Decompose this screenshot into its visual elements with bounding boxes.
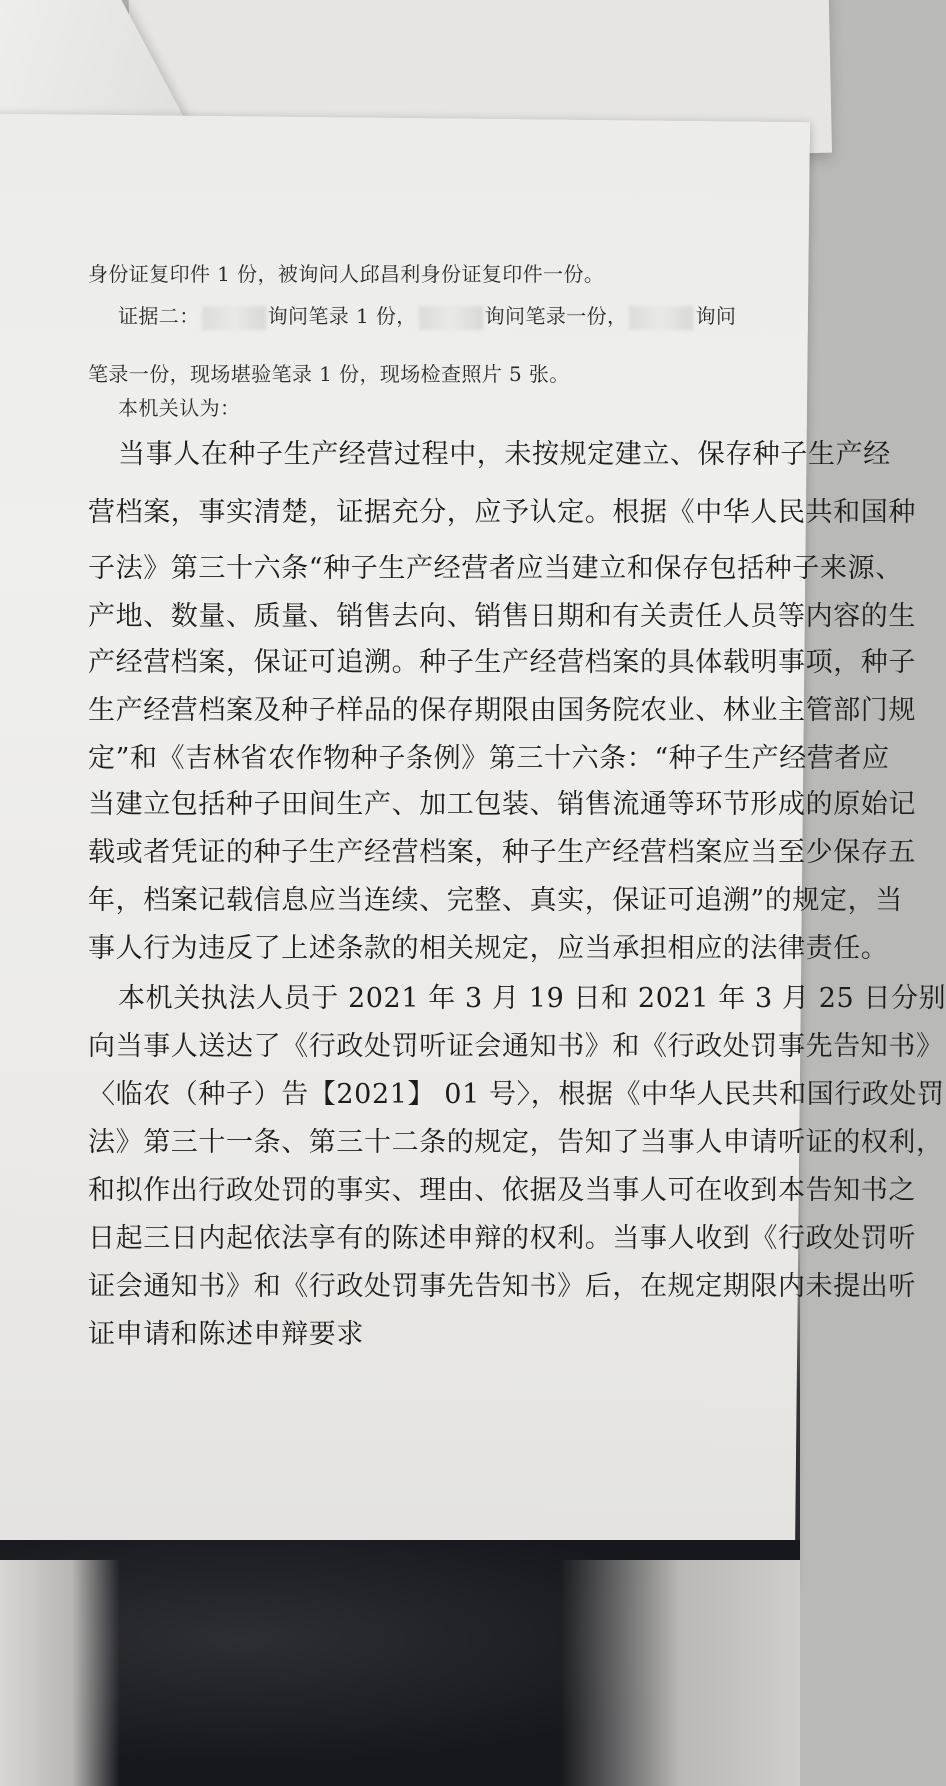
text-line: 法》第三十一条、第三十二条的规定，告知了当事人申请听证的权利，	[88, 1127, 944, 1158]
text-line: 事人行为违反了上述条款的相关规定，应当承担相应的法律责任。	[88, 933, 889, 964]
text-line: 营档案，事实清楚，证据充分，应予认定。根据《中华人民共和国种	[88, 497, 916, 528]
evidence-line	[118, 300, 736, 330]
text-line: 载或者凭证的种子生产经营档案，种子生产经营档案应当至少保存五	[88, 837, 916, 868]
text-line: 向当事人送达了《行政处罚听证会通知书》和《行政处罚事先告知书》	[88, 1031, 944, 1062]
text-line: 生产经营档案及种子样品的保存期限由国务院农业、林业主管部门规	[88, 695, 916, 726]
text-line: 产地、数量、质量、销售去向、销售日期和有关责任人员等内容的生	[88, 601, 916, 632]
section-heading: 本机关认为：	[118, 396, 241, 420]
text-line: 日起三日内起依法享有的陈述申辩的权利。当事人收到《行政处罚听	[88, 1223, 916, 1254]
text-line: 年，档案记载信息应当连续、完整、真实，保证可追溯”的规定，当	[88, 885, 903, 916]
redacted-name	[419, 306, 483, 330]
text-line: 本机关执法人员于 2021 年 3 月 19 日和 2021 年 3 月 25 日分别	[118, 983, 946, 1014]
text-line: 证申请和陈述申辩要求	[88, 1319, 364, 1350]
evidence-item-3: 询问	[695, 304, 737, 328]
text-line: 〈临农（种子）告【2021】 01 号〉，根据《中华人民共和国行政处罚	[88, 1079, 945, 1110]
redacted-name	[629, 306, 693, 330]
text-line: 子法》第三十六条“种子生产经营者应当建立和保存包括种子来源、	[88, 553, 903, 584]
text-line: 定”和《吉林省农作物种子条例》第三十六条：“种子生产经营者应	[88, 743, 890, 774]
evidence-item-2: 询问笔录一份，	[484, 304, 628, 328]
evidence-label: 证据二：	[118, 304, 200, 328]
text-line: 笔录一份，现场堪验笔录 1 份，现场检查照片 5 张。	[88, 362, 570, 386]
text-line: 身份证复印件 1 份，被询问人邱昌利身份证复印件一份。	[88, 262, 605, 286]
text-line: 证会通知书》和《行政处罚事先告知书》后，在规定期限内未提出听	[88, 1271, 916, 1302]
redacted-name	[202, 306, 266, 330]
text-line: 产经营档案，保证可追溯。种子生产经营档案的具体载明事项，种子	[88, 647, 916, 678]
text-line: 当建立包括种子田间生产、加工包装、销售流通等环节形成的原始记	[88, 789, 916, 820]
text-line: 和拟作出行政处罚的事实、理由、依据及当事人可在收到本告知书之	[88, 1175, 916, 1206]
text-line: 当事人在种子生产经营过程中，未按规定建立、保存种子生产经	[118, 439, 891, 470]
evidence-item-1: 询问笔录 1 份，	[267, 304, 417, 328]
